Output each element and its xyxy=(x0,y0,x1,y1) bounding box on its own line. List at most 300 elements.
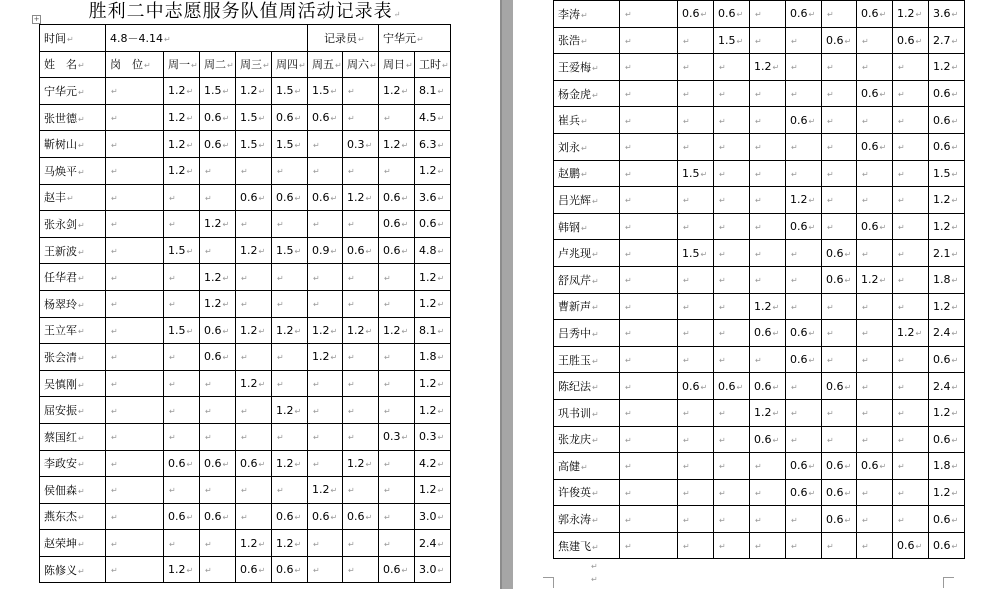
day-cell xyxy=(714,160,750,187)
day-cell xyxy=(236,397,272,424)
paragraph-mark: ↵ xyxy=(111,247,118,257)
cell-value: 焦建飞 xyxy=(558,539,591,553)
day-cell xyxy=(678,107,714,134)
day-cell xyxy=(343,157,379,184)
day-cell xyxy=(236,211,272,238)
paragraph-mark: ↵ xyxy=(592,409,599,419)
paragraph-mark: ↵ xyxy=(348,380,355,390)
paragraph-mark: ↵ xyxy=(78,327,85,337)
day-cell xyxy=(343,503,379,530)
cell-value: 2.4 xyxy=(933,326,951,340)
paragraph-mark: ↵ xyxy=(111,193,118,203)
day-cell xyxy=(236,317,272,344)
day-cell xyxy=(164,370,200,397)
table-row xyxy=(40,450,451,477)
paragraph-mark: ↵ xyxy=(951,10,959,20)
day-cell xyxy=(343,423,379,450)
paragraph-mark: ↵ xyxy=(384,459,391,469)
day-cell xyxy=(379,211,415,238)
cell-value: 0.6 xyxy=(933,432,951,446)
paragraph-mark: ↵ xyxy=(294,326,302,336)
right-table-body xyxy=(554,1,965,559)
paragraph-mark: ↵ xyxy=(294,87,302,97)
paragraph-mark: ↵ xyxy=(111,220,118,230)
paragraph-mark: ↵ xyxy=(294,512,302,522)
name-cell xyxy=(40,317,106,344)
cell-value: 燕东杰 xyxy=(44,510,77,524)
day-cell xyxy=(272,530,308,557)
cell-value: 1.5 xyxy=(682,166,700,180)
paragraph-mark: ↵ xyxy=(683,515,690,525)
hours-cell xyxy=(929,160,965,187)
day-cell xyxy=(822,160,857,187)
day-cell xyxy=(678,532,714,559)
recorder-value-cell xyxy=(379,25,451,52)
paragraph-mark: ↵ xyxy=(592,489,599,499)
cell-value: 0.6 xyxy=(383,244,401,258)
paragraph-mark: ↵ xyxy=(719,356,726,366)
cell-value: 1.5 xyxy=(276,84,294,98)
day-cell xyxy=(379,397,415,424)
cell-value: 1.2 xyxy=(168,84,186,98)
name-cell xyxy=(554,453,620,480)
paragraph-mark: ↵ xyxy=(348,486,355,496)
cell-value: 吴慎刚 xyxy=(44,377,77,391)
day-cell xyxy=(893,479,929,506)
cell-value: 0.6 xyxy=(347,244,365,258)
cell-value: 高健 xyxy=(558,459,580,473)
hours-cell xyxy=(929,107,965,134)
paragraph-mark: ↵ xyxy=(592,329,599,339)
paragraph-mark: ↵ xyxy=(862,302,869,312)
cell-value: 张龙庆 xyxy=(558,433,591,447)
day-cell xyxy=(822,373,857,400)
paragraph-mark: ↵ xyxy=(222,512,230,522)
paragraph-mark: ↵ xyxy=(111,539,118,549)
day-cell xyxy=(750,320,786,347)
cell-value: 1.5 xyxy=(240,111,258,125)
paragraph-mark: ↵ xyxy=(294,566,302,576)
paragraph-mark: ↵ xyxy=(227,61,234,71)
cell-value: 1.2 xyxy=(790,193,808,207)
day-cell xyxy=(822,240,857,267)
paragraph-mark: ↵ xyxy=(755,90,762,100)
paragraph-mark: ↵ xyxy=(241,167,248,177)
cell-value: 0.6 xyxy=(204,350,222,364)
name-cell xyxy=(40,397,106,424)
paragraph-mark: ↵ xyxy=(186,114,194,124)
paragraph-mark: ↵ xyxy=(437,486,445,496)
paragraph-mark: ↵ xyxy=(755,36,762,46)
paragraph-mark: ↵ xyxy=(755,169,762,179)
paragraph-mark: ↵ xyxy=(772,435,780,445)
paragraph-mark: ↵ xyxy=(241,433,248,443)
cell-value: 0.6 xyxy=(790,220,808,234)
paragraph-mark: ↵ xyxy=(719,90,726,100)
day-cell xyxy=(786,426,822,453)
day-cell xyxy=(786,133,822,160)
post-cell xyxy=(620,399,678,426)
name-cell xyxy=(554,160,620,187)
hours-cell xyxy=(415,131,451,158)
post-cell xyxy=(620,80,678,107)
paragraph-mark: ↵ xyxy=(719,329,726,339)
hours-cell xyxy=(929,426,965,453)
paragraph-mark: ↵ xyxy=(625,90,632,100)
cell-value: 0.6 xyxy=(933,353,951,367)
cell-value: 蔡国红 xyxy=(44,430,77,444)
paragraph-mark: ↵ xyxy=(862,356,869,366)
name-cell xyxy=(40,344,106,371)
day-cell xyxy=(236,104,272,131)
paragraph-mark: ↵ xyxy=(844,488,852,498)
paragraph-mark: ↵ xyxy=(370,61,377,71)
cell-value: 1.2 xyxy=(383,323,401,337)
paragraph-mark: ↵ xyxy=(241,406,248,416)
cell-value: 张浩 xyxy=(558,34,580,48)
paragraph-mark: ↵ xyxy=(186,87,194,97)
post-cell xyxy=(106,78,164,105)
name-cell xyxy=(40,184,106,211)
day-cell xyxy=(272,450,308,477)
day-cell xyxy=(308,157,343,184)
table-move-handle-icon[interactable]: + xyxy=(33,15,40,23)
day-cell xyxy=(343,104,379,131)
cell-value: 0.3 xyxy=(419,430,437,444)
name-cell xyxy=(40,556,106,583)
paragraph-mark: ↵ xyxy=(772,409,780,419)
name-cell xyxy=(554,479,620,506)
paragraph-mark: ↵ xyxy=(898,515,905,525)
day-cell xyxy=(272,237,308,264)
day-cell xyxy=(857,27,893,54)
cell-value: 崔兵 xyxy=(558,114,580,128)
paragraph-mark: ↵ xyxy=(791,249,798,259)
cell-value: 任华君 xyxy=(44,271,77,285)
cell-value: 0.6 xyxy=(754,326,772,340)
day-cell xyxy=(379,556,415,583)
paragraph-mark: ↵ xyxy=(78,513,85,523)
paragraph-mark: ↵ xyxy=(78,433,85,443)
paragraph-mark: ↵ xyxy=(401,220,409,230)
paragraph-mark: ↵ xyxy=(263,61,270,71)
day-cell xyxy=(786,399,822,426)
day-cell xyxy=(714,54,750,81)
day-cell xyxy=(272,78,308,105)
cell-value: 1.5 xyxy=(204,84,222,98)
paragraph-mark: ↵ xyxy=(879,10,887,20)
paragraph-mark: ↵ xyxy=(827,409,834,419)
cell-value: 0.6 xyxy=(790,485,808,499)
name-cell xyxy=(554,293,620,320)
paragraph-mark: ↵ xyxy=(719,249,726,259)
cell-value: 0.6 xyxy=(790,326,808,340)
paragraph-mark: ↵ xyxy=(313,380,320,390)
cell-value: 1.2 xyxy=(933,220,951,234)
paragraph-mark: ↵ xyxy=(951,382,959,392)
day-cell xyxy=(893,266,929,293)
cell-value: 0.6 xyxy=(419,217,437,231)
day-cell xyxy=(200,530,236,557)
paragraph-mark: ↵ xyxy=(915,329,923,339)
page-right xyxy=(513,0,1000,589)
day-cell xyxy=(714,426,750,453)
day-cell xyxy=(857,506,893,533)
cell-value: 0.6 xyxy=(933,512,951,526)
hours-cell xyxy=(415,78,451,105)
paragraph-mark: ↵ xyxy=(625,249,632,259)
day-cell xyxy=(786,240,822,267)
day-cell xyxy=(272,211,308,238)
day-cell xyxy=(857,346,893,373)
paragraph-mark: ↵ xyxy=(951,488,959,498)
cell-value: 2.7 xyxy=(933,33,951,47)
name-cell xyxy=(40,423,106,450)
paragraph-mark: ↵ xyxy=(313,539,320,549)
paragraph-mark: ↵ xyxy=(951,435,959,445)
paragraph-mark: ↵ xyxy=(365,459,373,469)
hours-cell xyxy=(415,503,451,530)
cell-value: 杨翠玲 xyxy=(44,297,77,311)
paragraph-mark: ↵ xyxy=(625,515,632,525)
paragraph-mark: ↵ xyxy=(625,63,632,73)
paragraph-mark: ↵ xyxy=(437,433,445,443)
table-row xyxy=(554,479,965,506)
time-label-cell xyxy=(40,25,106,52)
day-cell xyxy=(164,556,200,583)
paragraph-mark: ↵ xyxy=(581,10,588,20)
cell-value: 刘永 xyxy=(558,140,580,154)
day-cell xyxy=(164,503,200,530)
paragraph-mark: ↵ xyxy=(277,380,284,390)
table-row xyxy=(554,532,965,559)
cell-value: 0.6 xyxy=(347,509,365,523)
day-cell xyxy=(714,80,750,107)
header-fri-text: 周五 xyxy=(312,58,334,72)
paragraph-mark: ↵ xyxy=(437,353,445,363)
day-cell xyxy=(786,80,822,107)
paragraph-mark: ↵ xyxy=(442,61,449,71)
paragraph-mark: ↵ xyxy=(700,169,708,179)
day-cell xyxy=(343,264,379,291)
header-sat xyxy=(343,51,379,78)
paragraph-mark: ↵ xyxy=(111,512,118,522)
hours-cell xyxy=(415,317,451,344)
day-cell xyxy=(786,160,822,187)
cell-value: 0.6 xyxy=(826,459,844,473)
table-row xyxy=(40,264,451,291)
paragraph-mark: ↵ xyxy=(791,90,798,100)
day-cell xyxy=(164,237,200,264)
day-cell xyxy=(308,317,343,344)
paragraph-mark: ↵ xyxy=(879,90,887,100)
day-cell xyxy=(164,450,200,477)
day-cell xyxy=(200,397,236,424)
paragraph-mark: ↵ xyxy=(683,196,690,206)
paragraph-mark: ↵ xyxy=(683,329,690,339)
paragraph-mark: ↵ xyxy=(169,406,176,416)
name-cell xyxy=(40,290,106,317)
crop-mark-right xyxy=(943,577,954,588)
paragraph-mark: ↵ xyxy=(683,302,690,312)
paragraph-mark: ↵ xyxy=(401,247,409,257)
paragraph-mark: ↵ xyxy=(401,326,409,336)
name-cell xyxy=(40,104,106,131)
day-cell xyxy=(822,266,857,293)
day-cell xyxy=(822,532,857,559)
paragraph-mark: ↵ xyxy=(111,140,118,150)
day-cell xyxy=(236,530,272,557)
paragraph-mark: ↵ xyxy=(330,486,338,496)
paragraph-mark: ↵ xyxy=(951,36,959,46)
post-cell xyxy=(620,54,678,81)
hours-cell xyxy=(415,184,451,211)
paragraph-mark: ↵ xyxy=(581,170,588,180)
day-cell xyxy=(379,157,415,184)
name-cell xyxy=(554,532,620,559)
paragraph-mark: ↵ xyxy=(827,143,834,153)
paragraph-mark: ↵ xyxy=(592,436,599,446)
cell-value: 0.6 xyxy=(897,33,915,47)
paragraph-mark: ↵ xyxy=(393,10,402,19)
post-cell xyxy=(106,397,164,424)
cell-value: 靳树山 xyxy=(44,138,77,152)
day-cell xyxy=(164,131,200,158)
paragraph-mark: ↵ xyxy=(683,116,690,126)
paragraph-mark: ↵ xyxy=(791,302,798,312)
cell-value: 0.6 xyxy=(933,140,951,154)
hours-cell xyxy=(415,397,451,424)
hours-cell xyxy=(929,54,965,81)
day-cell xyxy=(714,453,750,480)
paragraph-mark: ↵ xyxy=(205,380,212,390)
paragraph-mark: ↵ xyxy=(772,382,780,392)
hours-cell xyxy=(929,399,965,426)
end-paragraph-mark: ↵ xyxy=(591,562,598,571)
day-cell xyxy=(164,317,200,344)
name-cell xyxy=(40,237,106,264)
cell-value: 0.6 xyxy=(790,113,808,127)
hours-cell xyxy=(415,104,451,131)
paragraph-mark: ↵ xyxy=(951,223,959,233)
paragraph-mark: ↵ xyxy=(384,539,391,549)
paragraph-mark: ↵ xyxy=(401,193,409,203)
name-cell xyxy=(40,264,106,291)
paragraph-mark: ↵ xyxy=(719,276,726,286)
name-cell xyxy=(554,1,620,28)
cell-value: 0.6 xyxy=(383,217,401,231)
name-cell xyxy=(40,131,106,158)
time-value: 4.8－4.14 xyxy=(110,31,163,45)
paragraph-mark: ↵ xyxy=(862,488,869,498)
paragraph-mark: ↵ xyxy=(625,36,632,46)
cell-value: 1.2 xyxy=(204,297,222,311)
paragraph-mark: ↵ xyxy=(111,433,118,443)
paragraph-mark: ↵ xyxy=(827,196,834,206)
paragraph-mark: ↵ xyxy=(111,486,118,496)
cell-value: 1.2 xyxy=(933,193,951,207)
time-value-cell xyxy=(106,25,308,52)
paragraph-mark: ↵ xyxy=(401,566,409,576)
table-row xyxy=(554,240,965,267)
day-cell xyxy=(750,107,786,134)
day-cell xyxy=(379,237,415,264)
day-cell xyxy=(343,450,379,477)
name-cell xyxy=(554,346,620,373)
hours-cell xyxy=(415,370,451,397)
cell-value: 0.6 xyxy=(718,7,736,21)
day-cell xyxy=(857,80,893,107)
paragraph-mark: ↵ xyxy=(186,167,194,177)
post-cell xyxy=(106,211,164,238)
day-cell xyxy=(714,266,750,293)
table-row xyxy=(554,266,965,293)
cell-value: 0.6 xyxy=(682,379,700,393)
post-cell xyxy=(106,237,164,264)
paragraph-mark: ↵ xyxy=(844,249,852,259)
name-cell xyxy=(554,107,620,134)
paragraph-mark: ↵ xyxy=(736,382,744,392)
paragraph-mark: ↵ xyxy=(222,273,230,283)
paragraph-mark: ↵ xyxy=(898,302,905,312)
paragraph-mark: ↵ xyxy=(348,220,355,230)
cell-value: 0.6 xyxy=(861,87,879,101)
paragraph-mark: ↵ xyxy=(898,90,905,100)
paragraph-mark: ↵ xyxy=(241,220,248,230)
paragraph-mark: ↵ xyxy=(258,459,266,469)
paragraph-mark: ↵ xyxy=(592,196,599,206)
cell-value: 侯佃森 xyxy=(44,483,77,497)
day-cell xyxy=(714,532,750,559)
paragraph-mark: ↵ xyxy=(951,116,959,126)
day-cell xyxy=(786,373,822,400)
day-cell xyxy=(857,240,893,267)
table-row xyxy=(554,399,965,426)
post-cell xyxy=(106,104,164,131)
cell-value: 1.2 xyxy=(240,244,258,258)
paragraph-mark: ↵ xyxy=(169,353,176,363)
paragraph-mark: ↵ xyxy=(719,63,726,73)
day-cell xyxy=(272,477,308,504)
day-cell xyxy=(750,399,786,426)
paragraph-mark: ↵ xyxy=(791,515,798,525)
post-cell xyxy=(106,264,164,291)
time-label: 时间 xyxy=(44,31,66,45)
paragraph-mark: ↵ xyxy=(844,462,852,472)
paragraph-mark: ↵ xyxy=(915,542,923,552)
paragraph-mark: ↵ xyxy=(625,169,632,179)
header-mon-text: 周一 xyxy=(168,58,190,72)
cell-value: 0.6 xyxy=(240,563,258,577)
table-row xyxy=(40,477,451,504)
paragraph-mark: ↵ xyxy=(844,276,852,286)
table-row xyxy=(40,344,451,371)
day-cell xyxy=(200,556,236,583)
paragraph-mark: ↵ xyxy=(241,486,248,496)
paragraph-mark: ↵ xyxy=(625,196,632,206)
paragraph-mark: ↵ xyxy=(862,409,869,419)
day-cell xyxy=(164,423,200,450)
hours-cell xyxy=(929,293,965,320)
day-cell xyxy=(200,477,236,504)
paragraph-mark: ↵ xyxy=(144,61,151,71)
paragraph-mark: ↵ xyxy=(592,90,599,100)
paragraph-mark: ↵ xyxy=(111,566,118,576)
cell-value: 1.2 xyxy=(204,270,222,284)
day-cell xyxy=(236,370,272,397)
paragraph-mark: ↵ xyxy=(951,249,959,259)
cell-value: 1.2 xyxy=(933,485,951,499)
